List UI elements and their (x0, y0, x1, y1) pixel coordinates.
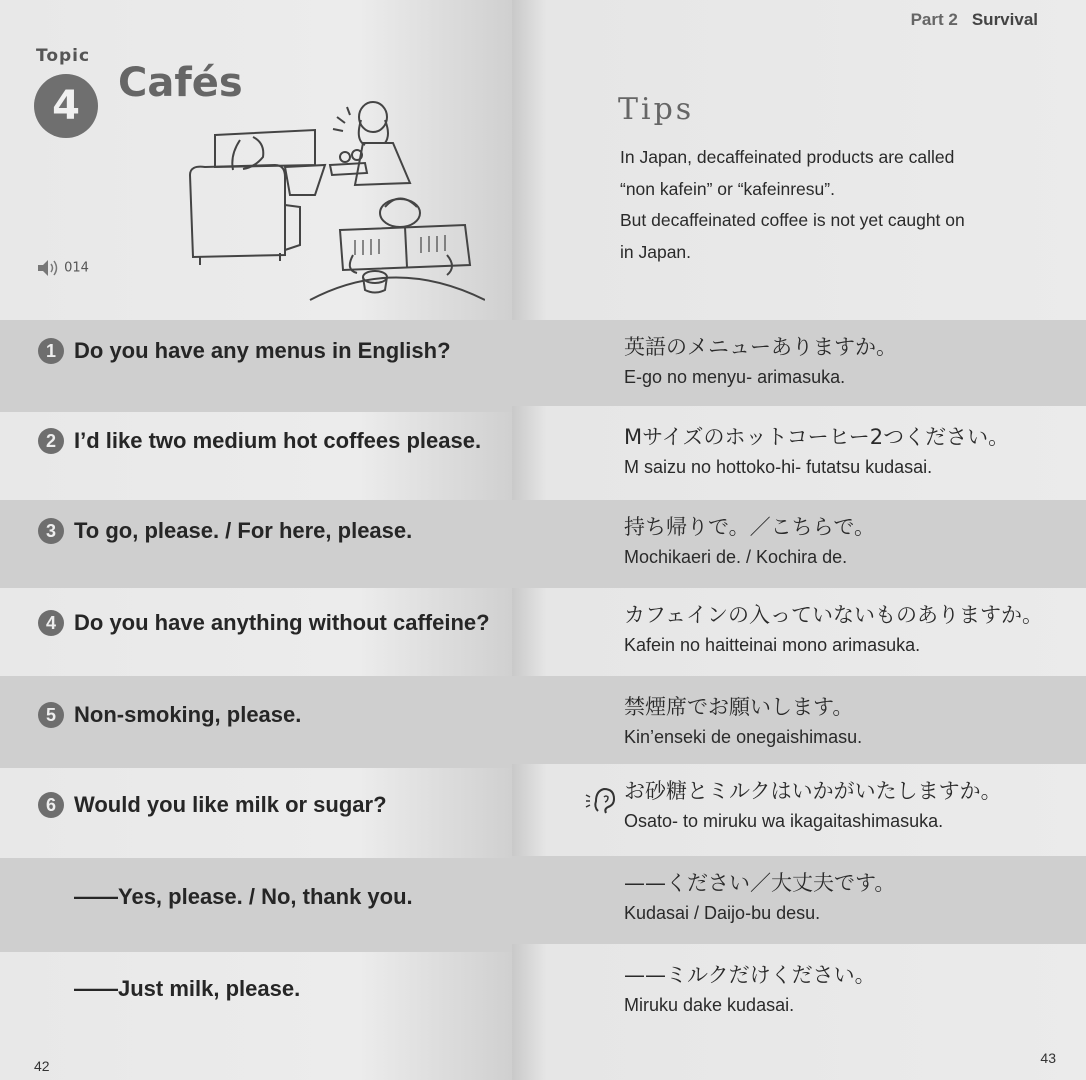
japanese-text: カフェインの入っていないものありますか。 (624, 603, 1043, 627)
phrase-number: 6 (38, 792, 64, 818)
translation-6 (624, 776, 1064, 836)
translation-3 (624, 512, 1064, 572)
audio-track-marker (36, 258, 89, 278)
phrase-text: To go, please. / For here, please. (74, 518, 413, 544)
romaji-text: Mochikaeri de. / Kochira de. (624, 547, 848, 567)
romaji-text: Miruku dake kudasai. (624, 995, 795, 1015)
romaji-text: Kafein no haitteinai mono arimasuka. (624, 635, 921, 655)
page-number-left: 42 (34, 1058, 50, 1074)
part-header (911, 10, 1038, 30)
audio-track-number: 014 (64, 260, 89, 276)
listen-ear-icon (584, 785, 618, 815)
phrase-number: 2 (38, 428, 64, 454)
left-page (0, 0, 512, 1080)
cafe-illustration (185, 95, 485, 305)
phrase-5 (38, 698, 301, 731)
topic-title: Cafés (118, 60, 243, 106)
phrase-text: I’d like two medium hot coffees please. (74, 428, 482, 454)
tips-line: But decaffeinated coffee is not yet caught on (620, 210, 965, 230)
tips-heading: Tips (618, 92, 695, 127)
phrase-4 (38, 606, 498, 639)
romaji-text: Kin’enseki de onegaishimasu. (624, 727, 863, 747)
tips-line: in Japan. (620, 241, 692, 262)
tips-line: “non kafein” or “kafeinresu”. (620, 178, 835, 199)
japanese-text: Mサイズのホットコーヒー2つください。 (624, 425, 1010, 449)
part-label: Part 2 (910, 10, 958, 29)
reply-1: ——Yes, please. / No, thank you. (74, 884, 413, 909)
japanese-text: 禁煙席でお願いします。 (624, 695, 854, 719)
phrase-number: 3 (38, 518, 64, 544)
phrase-3 (38, 514, 412, 547)
phrase-1 (38, 334, 451, 367)
japanese-text: お砂糖とミルクはいかがいたしますか。 (624, 779, 1002, 803)
speaker-icon (36, 258, 60, 278)
japanese-text: ——ください／大丈夫です。 (624, 871, 896, 895)
page-number-right: 43 (1040, 1050, 1056, 1066)
romaji-text: M saizu no hottoko-hi- futatsu kudasai. (624, 457, 933, 477)
translation-4 (624, 600, 1064, 660)
phrase-number: 5 (38, 702, 64, 728)
japanese-text: ——ミルクだけください。 (624, 963, 876, 987)
tips-body (620, 142, 1040, 268)
part-title: Survival (971, 10, 1038, 29)
translation-8 (624, 960, 1064, 1020)
phrase-text: Do you have any menus in English? (74, 338, 451, 364)
reply-2: ——Just milk, please. (74, 976, 301, 1001)
phrase-6 (38, 788, 387, 821)
phrase-text: Non-smoking, please. (74, 702, 302, 728)
phrase-2 (38, 424, 498, 457)
right-page (512, 0, 1086, 1080)
translation-7 (624, 868, 1064, 928)
japanese-text: 持ち帰りで。／こちらで。 (624, 515, 875, 539)
topic-label: Topic (36, 46, 91, 66)
phrase-text: Would you like milk or sugar? (74, 792, 387, 818)
translation-5 (624, 692, 1064, 752)
romaji-text: Kudasai / Daijo-bu desu. (624, 903, 821, 923)
romaji-text: Osato- to miruku wa ikagaitashimasuka. (624, 811, 944, 831)
topic-number-badge: 4 (34, 74, 98, 138)
translation-1 (624, 332, 1064, 392)
japanese-text: 英語のメニューありますか。 (624, 335, 897, 359)
translation-2 (624, 422, 1064, 482)
tips-line: In Japan, decaffeinated products are called (620, 147, 955, 167)
romaji-text: E-go no menyu- arimasuka. (624, 367, 846, 387)
phrase-text: Do you have anything without caffeine? (74, 610, 490, 636)
phrase-number: 1 (38, 338, 64, 364)
phrase-number: 4 (38, 610, 64, 636)
